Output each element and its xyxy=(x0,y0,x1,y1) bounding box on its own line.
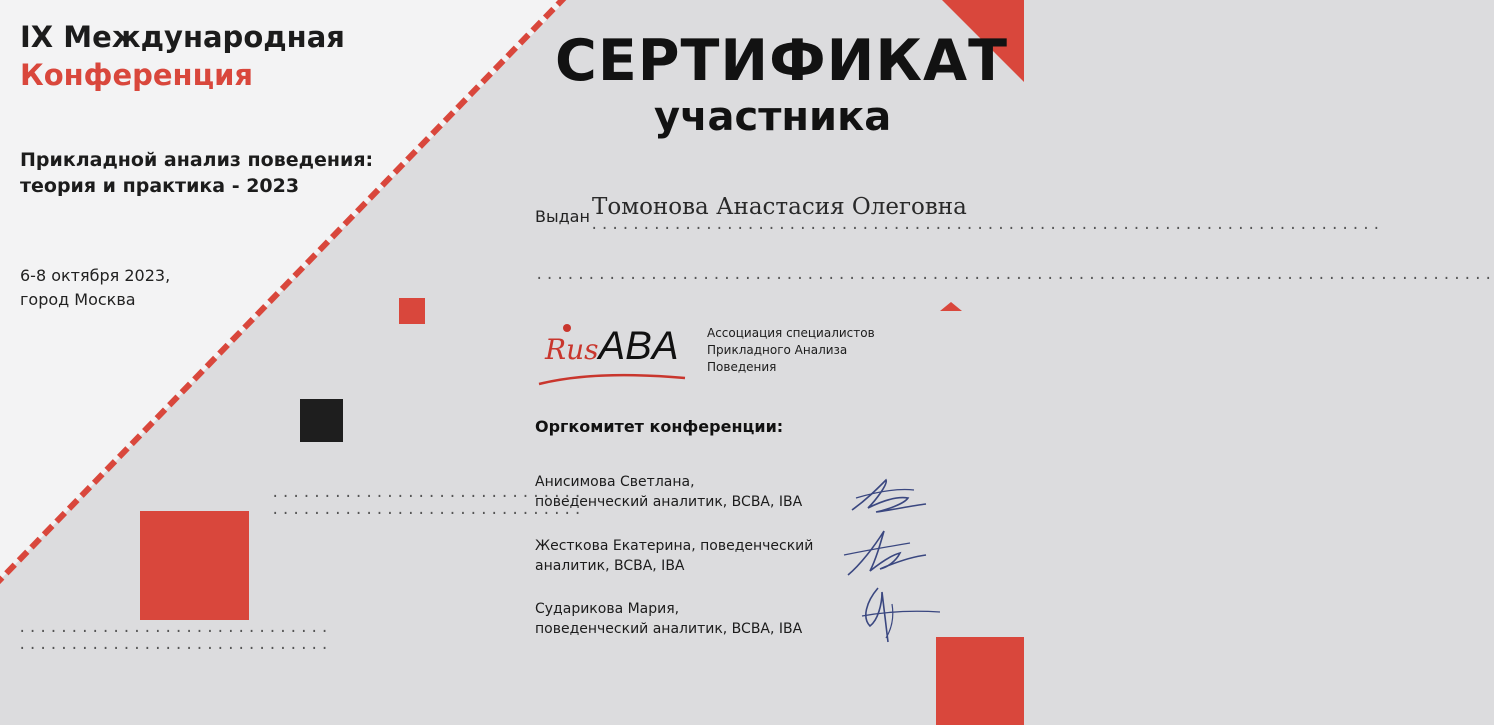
logo-aba: ABA xyxy=(598,324,679,368)
decor-dots-1: .............................. xyxy=(271,485,584,501)
signature-2 xyxy=(840,525,930,579)
dark-square xyxy=(300,399,343,442)
member-2-name: Жесткова Екатерина, поведенческий xyxy=(535,538,814,554)
member-1-name: Анисимова Светлана, xyxy=(535,474,695,490)
rusaba-logo xyxy=(535,320,875,390)
organization-description xyxy=(707,325,875,376)
member-3-name: Сударикова Мария, xyxy=(535,601,680,617)
member-2-title: аналитик, BCBA, IBA xyxy=(535,558,685,574)
conference-date-location xyxy=(20,264,170,312)
conference-title-line2: Конференция xyxy=(20,58,254,92)
committee-member-1 xyxy=(535,472,802,512)
corner-square-bottom-right xyxy=(936,637,1024,725)
date-line: 6-8 октября 2023, xyxy=(20,266,171,285)
signature-3 xyxy=(848,582,944,646)
small-red-square xyxy=(399,298,425,324)
recipient-dotted-line: ............................................................................ xyxy=(590,217,1383,233)
certificate-subheading: участника xyxy=(654,94,892,140)
large-red-square xyxy=(140,511,249,620)
logo-rus: Rus xyxy=(545,333,599,366)
topic-line2: теория и практика - 2023 xyxy=(20,175,300,197)
decor-dots-2: .............................. xyxy=(271,502,584,518)
signature-1 xyxy=(846,470,932,518)
conference-topic xyxy=(20,147,440,199)
committee-member-2 xyxy=(535,536,813,576)
decor-dots-4: .............................. xyxy=(18,637,331,653)
org-desc-line3: Поведения xyxy=(707,360,777,374)
conference-title-line1: IX Международная xyxy=(20,20,345,54)
member-3-title: поведенческий аналитик, BCBA, IBA xyxy=(535,621,803,637)
certificate-heading: СЕРТИФИКАТ xyxy=(555,28,1008,94)
committee-title: Оргкомитет конференции: xyxy=(535,417,784,436)
logo-wordmark xyxy=(545,324,679,369)
topic-line1: Прикладной анализ поведения: xyxy=(20,149,374,171)
member-1-title: поведенческий аналитик, BCBA, IBA xyxy=(535,494,803,510)
recipient-name: Томонова Анастасия Олеговна xyxy=(592,194,967,220)
org-desc-line1: Ассоциация специалистов xyxy=(707,326,875,340)
issued-label: Выдан xyxy=(535,207,590,226)
decor-dots-3: .............................. xyxy=(18,620,331,636)
second-dotted-line: ............................................................................................ xyxy=(535,267,1494,283)
small-triangle-marker xyxy=(940,302,962,311)
committee-member-3 xyxy=(535,599,802,639)
location-line: город Москва xyxy=(20,290,136,309)
org-desc-line2: Прикладного Анализа xyxy=(707,343,848,357)
